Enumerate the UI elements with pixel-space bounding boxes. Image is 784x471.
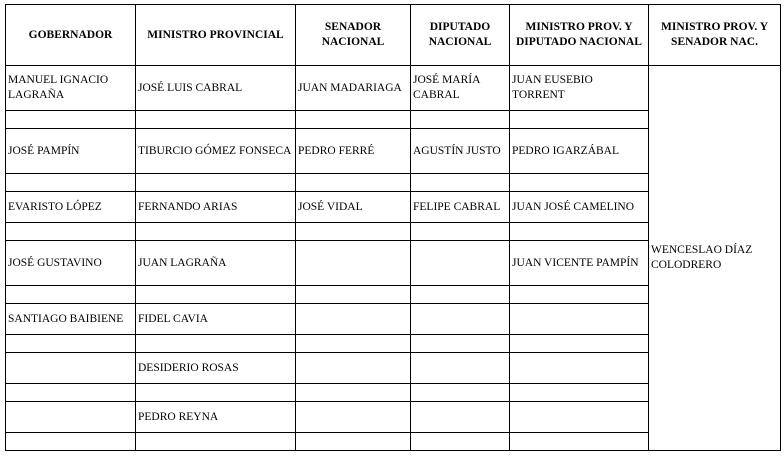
table-cell <box>510 353 649 384</box>
table-cell: JUAN JOSÉ CAMELINO <box>510 192 649 223</box>
table-cell <box>136 223 296 241</box>
table-cell: MANUEL IGNACIO LAGRAÑA <box>6 66 136 111</box>
table-cell <box>510 223 649 241</box>
table-cell <box>510 286 649 304</box>
table-cell <box>296 111 411 129</box>
table-cell: AGUSTÍN JUSTO <box>411 129 510 174</box>
table-cell <box>136 286 296 304</box>
table-cell <box>296 353 411 384</box>
table-cell <box>411 433 510 451</box>
table-cell <box>6 111 136 129</box>
table-cell: JOSÉ LUIS CABRAL <box>136 66 296 111</box>
table-cell <box>411 174 510 192</box>
table-cell: PEDRO FERRÉ <box>296 129 411 174</box>
table-cell <box>136 433 296 451</box>
table-cell <box>510 384 649 402</box>
table-cell: JOSÉ GUSTAVINO <box>6 241 136 286</box>
table-cell <box>411 402 510 433</box>
header-ministro-provincial: MINISTRO PROVINCIAL <box>136 5 296 66</box>
table-cell <box>6 402 136 433</box>
header-ministro-diputado: MINISTRO PROV. Y DIPUTADO NACIONAL <box>510 5 649 66</box>
table-cell <box>136 174 296 192</box>
governors-table <box>5 4 781 451</box>
table-cell <box>411 335 510 353</box>
header-ministro-senador: MINISTRO PROV. Y SENADOR NAC. <box>649 5 781 66</box>
table-cell <box>411 111 510 129</box>
table-cell <box>510 402 649 433</box>
table-cell <box>296 335 411 353</box>
table-cell: FERNANDO ARIAS <box>136 192 296 223</box>
table-cell <box>411 223 510 241</box>
table-cell <box>510 174 649 192</box>
table-cell <box>296 402 411 433</box>
table-cell <box>6 353 136 384</box>
table-cell <box>6 174 136 192</box>
header-senador-nacional: SENADOR NACIONAL <box>296 5 411 66</box>
table-cell: JOSÉ MARÍA CABRAL <box>411 66 510 111</box>
table-cell <box>510 335 649 353</box>
table-cell <box>296 384 411 402</box>
table-cell: PEDRO IGARZÁBAL <box>510 129 649 174</box>
table-cell: JUAN VICENTE PAMPÍN <box>510 241 649 286</box>
table-cell <box>510 433 649 451</box>
table-cell: TIBURCIO GÓMEZ FONSECA <box>136 129 296 174</box>
table-cell <box>136 335 296 353</box>
table-cell <box>6 433 136 451</box>
table-cell: JUAN LAGRAÑA <box>136 241 296 286</box>
table-cell <box>6 286 136 304</box>
table-cell <box>411 304 510 335</box>
table-cell <box>296 223 411 241</box>
table-cell <box>411 286 510 304</box>
table-row <box>6 66 781 111</box>
table-cell <box>411 384 510 402</box>
table-cell <box>296 286 411 304</box>
table-cell <box>6 223 136 241</box>
table-cell <box>6 335 136 353</box>
merged-ministro-senador-cell: WENCESLAO DÍAZ COLODRERO <box>649 66 781 451</box>
table-cell <box>411 353 510 384</box>
table-cell: PEDRO REYNA <box>136 402 296 433</box>
table-cell <box>510 304 649 335</box>
table-cell: EVARISTO LÓPEZ <box>6 192 136 223</box>
header-row <box>6 5 781 66</box>
table-cell <box>6 384 136 402</box>
table-cell <box>136 111 296 129</box>
table-cell <box>296 241 411 286</box>
table-cell <box>296 304 411 335</box>
table-cell: JUAN EUSEBIO TORRENT <box>510 66 649 111</box>
table-cell <box>411 241 510 286</box>
header-gobernador: GOBERNADOR <box>6 5 136 66</box>
table-cell: SANTIAGO BAIBIENE <box>6 304 136 335</box>
table-cell <box>296 174 411 192</box>
table-cell: FELIPE CABRAL <box>411 192 510 223</box>
header-diputado-nacional: DIPUTADO NACIONAL <box>411 5 510 66</box>
table-cell <box>510 111 649 129</box>
table-cell <box>136 384 296 402</box>
table-cell: FIDEL CAVIA <box>136 304 296 335</box>
table-cell <box>296 433 411 451</box>
table-cell: JOSÉ PAMPÍN <box>6 129 136 174</box>
table-cell: JOSÉ VIDAL <box>296 192 411 223</box>
table-cell: DESIDERIO ROSAS <box>136 353 296 384</box>
table-cell: JUAN MADARIAGA <box>296 66 411 111</box>
